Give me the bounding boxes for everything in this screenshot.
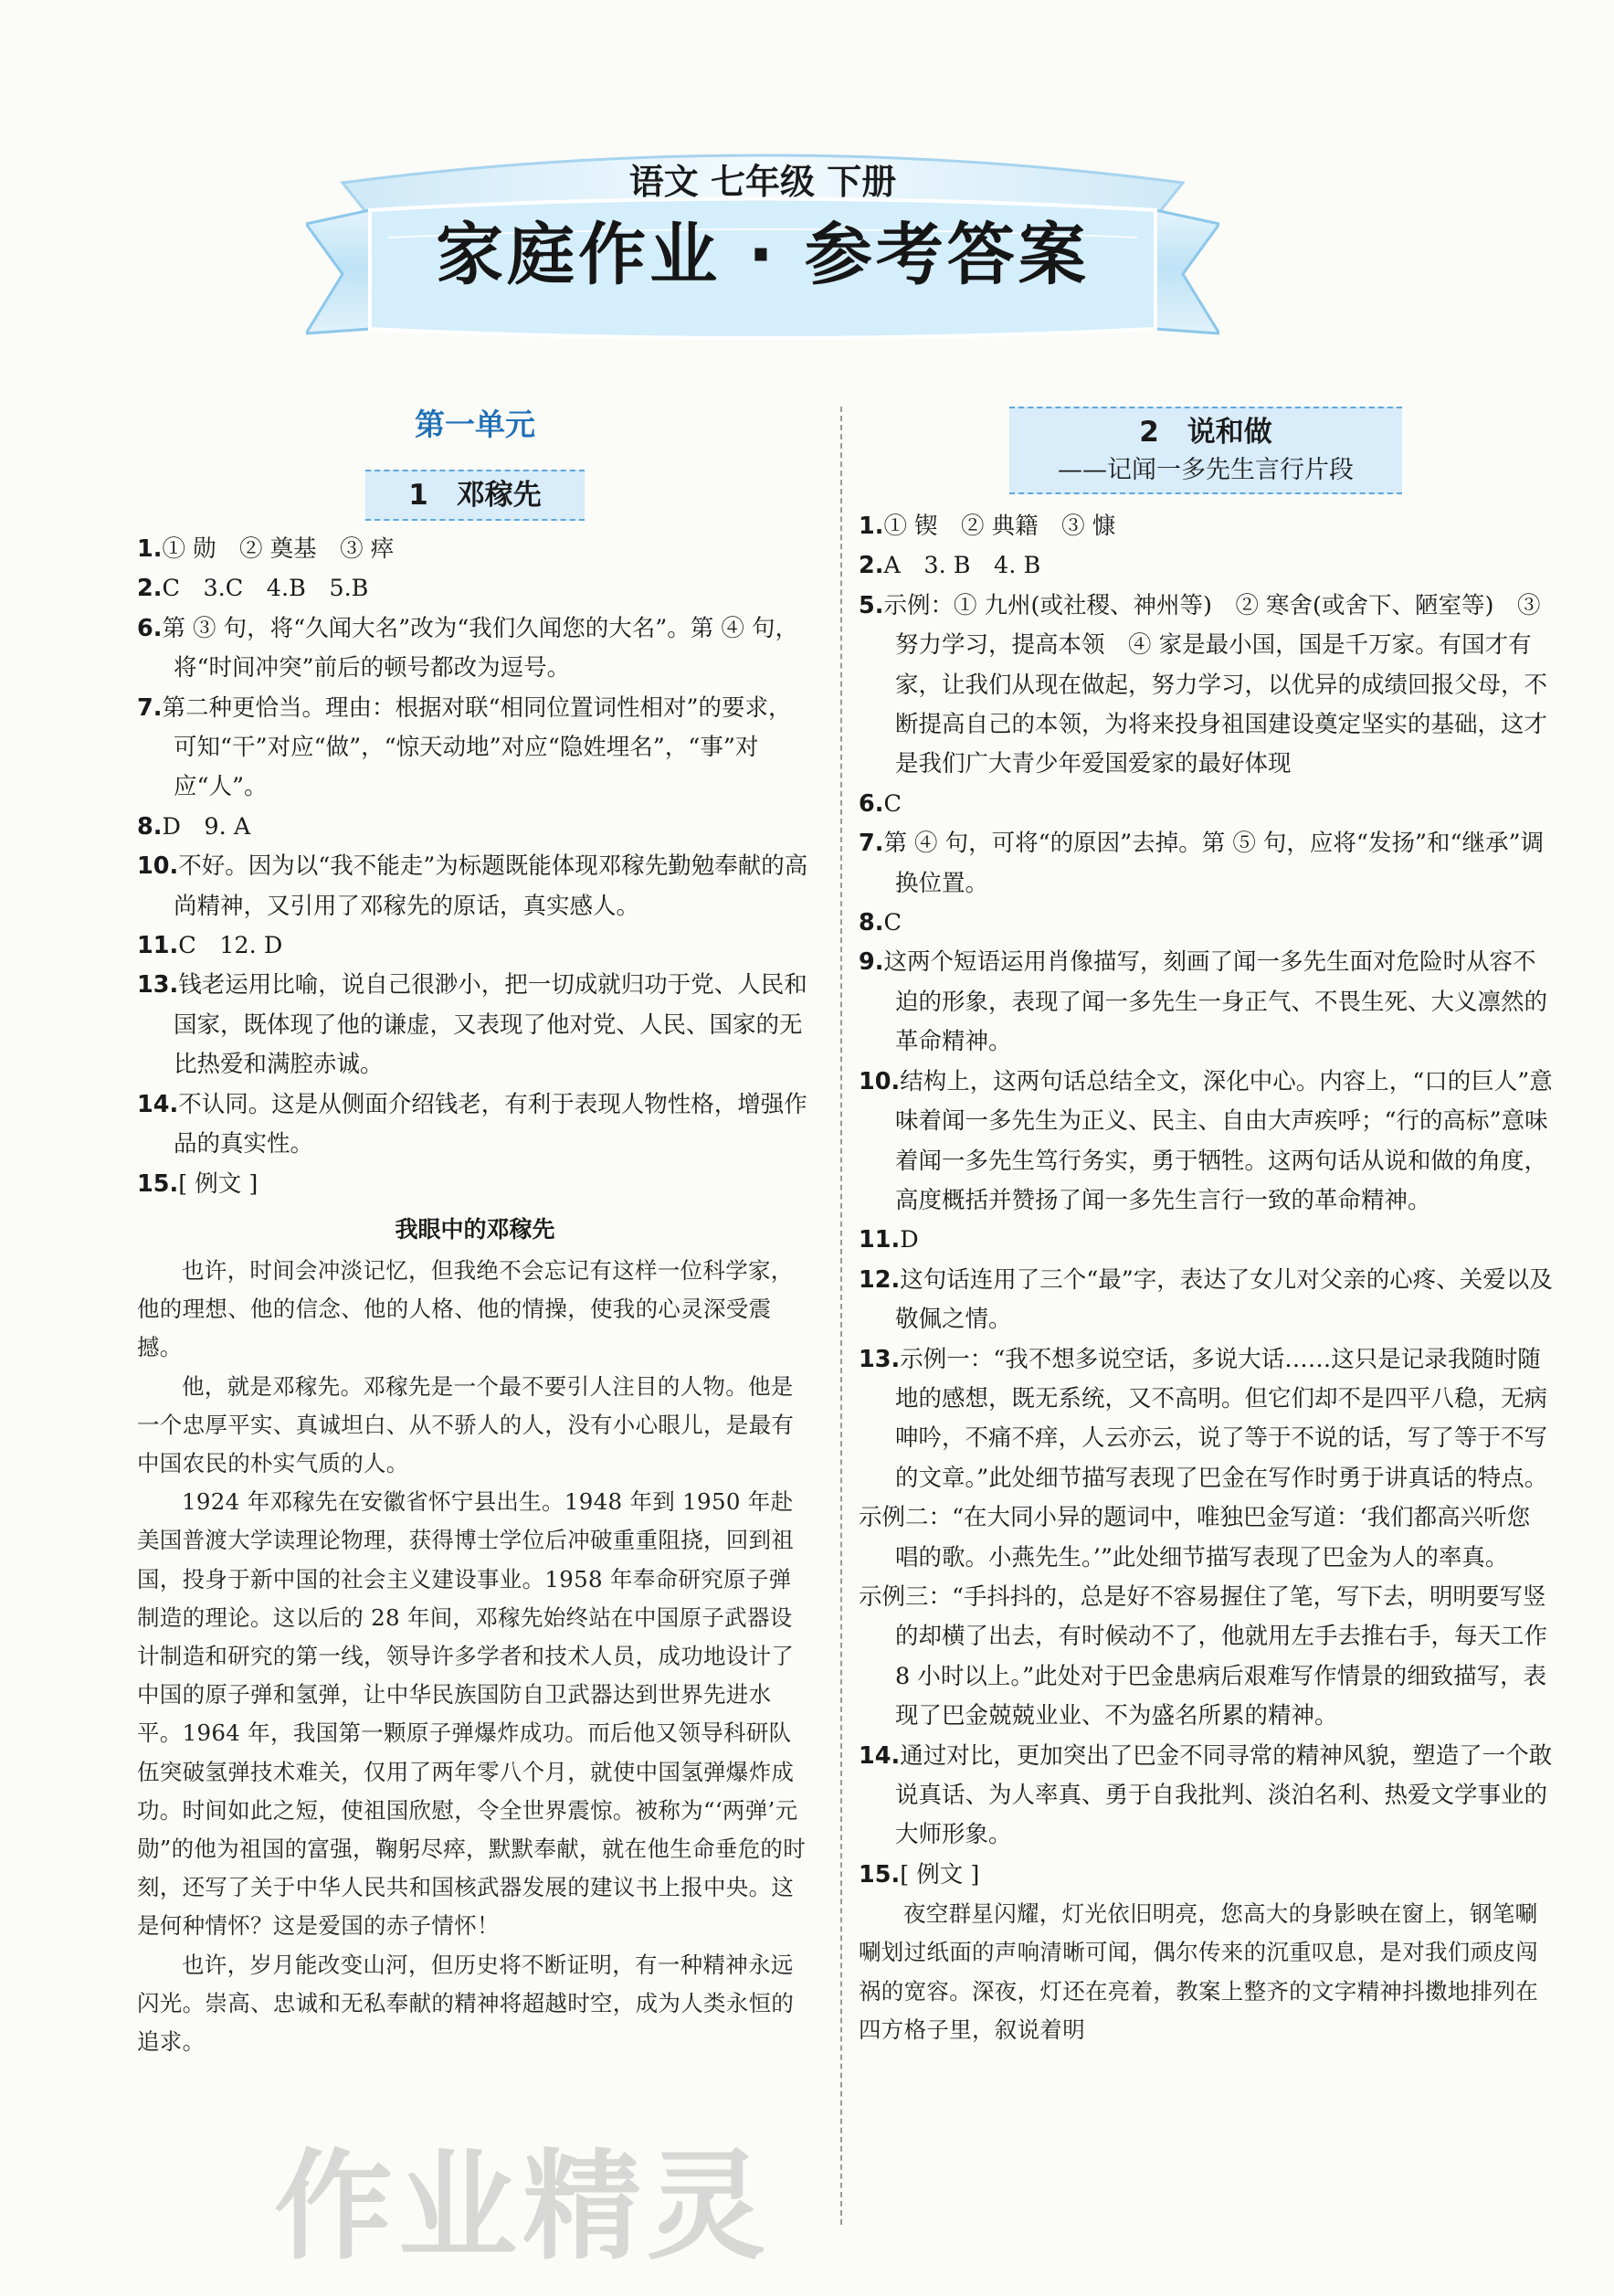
- answer-item: 5.示例：① 九州(或社稷、神州等) ② 寒舍(或舍下、陋室等) ③ 努力学习，提高本领 ④ 家是最小国，国是千万家。有国才有家，让我们从现在做起，努力学习，以优异的成绩回报父母，不断提高自己的本领，为将来投身祖国建设奠定坚实的基础，这才是我们广大青少年爱国爱家的最好体现: [859, 591, 1548, 778]
- answer-item: 15.[ 例文 ]: [137, 1169, 258, 1198]
- left-column: [137, 402, 813, 2061]
- answer-item: 12.这句话连用了三个“最”字，表达了女儿对父亲的心疼、关爱以及敬佩之情。: [859, 1265, 1553, 1334]
- essay-paragraph: 他，就是邓稼先。邓稼先是一个最不要引人注目的人物。他是一个忠厚平实、真诚坦白、从不骄人的人，没有小心眼儿，是最有中国农民的朴实气质的人。: [137, 1372, 795, 1476]
- left-answer-list: [137, 530, 813, 1204]
- unit-heading: 第一单元: [415, 407, 535, 442]
- answer-item: 14.通过对比，更加突出了巴金不同寻常的精神风貌，塑造了一个敢说真话、为人率真、勇于自我批判、淡泊名利、热爱文学事业的大师形象。: [859, 1741, 1553, 1849]
- essay-paragraph: 也许，岁月能改变山河，但历史将不断证明，有一种精神永远闪光。崇高、忠诚和无私奉献的精神将超越时空，成为人类永恒的追求。: [137, 1951, 795, 2055]
- answer-item: 14.不认同。这是从侧面介绍钱老，有利于表现人物性格，增强作品的真实性。: [137, 1090, 807, 1159]
- essay-paragraph: 也许，时间会冲淡记忆，但我绝不会忘记有这样一位科学家，他的理想、他的信念、他的人格、他的情操，使我的心灵深受震撼。: [137, 1256, 794, 1361]
- left-essay: [137, 1252, 813, 2061]
- answer-item: 1.① 勋 ② 奠基 ③ 瘁: [137, 535, 395, 563]
- title-banner: [306, 137, 1219, 365]
- answer-item: 10.结构上，这两句话总结全文，深化中心。内容上，“口的巨人”意味着闻一多先生为正义、民主、自由大声疾呼；“行的高标”意味着闻一多先生笃行务实，勇于牺牲。这两句话从说和做的角度，高度概括并赞扬了闻一多先生言行一致的革命精神。: [859, 1067, 1553, 1214]
- answer-item: 8.D 9. A: [137, 812, 251, 841]
- answer-item: 9.这两个短语运用肖像描写，刻画了闻一多先生面对危险时从容不迫的形象，表现了闻一多先生一身正气、不畏生死、大义凛然的革命精神。: [859, 948, 1548, 1056]
- answer-item: 13.示例一：“我不想多说空话，多说大话……这只是记录我随时随地的感想，既无系统，又不高明。但它们却不是四平八稳，无病呻吟，不痛不痒，人云亦云，说了等于不说的话，写了等于不写的文章。”此处细节描写表现了巴金在写作时勇于讲真话的特点。: [859, 1345, 1548, 1492]
- answer-item: 2.C 3.C 4.B 5.B: [137, 575, 369, 603]
- answer-item: 7.第 ④ 句，可将“的原因”去掉。第 ⑤ 句，应将“发扬”和“继承”调换位置。: [859, 830, 1545, 897]
- right-answer-list: [859, 507, 1553, 1895]
- answer-item: 10.不好。因为以“我不能走”为标题既能体现邓稼先勤勉奉献的高尚精神，又引用了邓稼先的原话，真实感人。: [137, 852, 808, 920]
- answer-item: 6.C: [859, 789, 902, 818]
- banner-title: 家庭作业 · 参考答案: [436, 216, 1090, 294]
- answer-item: 6.第 ③ 句，将“久闻大名”改为“我们久闻您的大名”。第 ④ 句，将“时间冲突”前后的顿号都改为逗号。: [137, 614, 799, 682]
- essay-title: 我眼中的邓稼先: [395, 1215, 555, 1243]
- lesson-2-title: [1009, 407, 1402, 494]
- answer-item: 8.C: [859, 909, 902, 937]
- column-divider: [840, 407, 842, 2225]
- essay-paragraph: 1924 年邓稼先在安徽省怀宁县出生。1948 年到 1950 年赴美国普渡大学读理论物理，获得博士学位后冲破重重阻挠，回到祖国，投身于新中国的社会主义建设事业。1958 年奉命研究原子弹制造的理论。这以后的 28 年间，邓稼先始终站在中国原子武器设计制造和研究的第一线，领导许多学者和技术人员，成功地设计了中国的原子弹和氢弹，让中华民族国防自卫武器达到世界先进水平。1964 年，我国第一颗原子弹爆炸成功。而后他又领导科研队伍突破氢弹技术难关，仅用了两年零八个月，就使中国氢弹爆炸成功。时间如此之短，使祖国欣慰，令全世界震惊。被称为“‘两弹’元勋”的他为祖国的富强，鞠躬尽瘁，默默奉献，就在他生命垂危的时刻，还写了关于中华人民共和国核武器发展的建议书上报中央。这是何种情怀？这是爱国的赤子情怀！: [137, 1488, 807, 1940]
- answer-item: 1.① 锲 ② 典籍 ③ 慷: [859, 513, 1116, 540]
- lesson-2-subtitle: ——记闻一多先生言行片段: [1058, 456, 1354, 484]
- essay-paragraph: 夜空群星闪耀，灯光依旧明亮，您高大的身影映在窗上，钢笔唰唰划过纸面的声响清晰可闻，偶尔传来的沉重叹息，是对我们顽皮闯祸的宽容。深夜，灯还在亮着，教案上整齐的文字精神抖擞地排列在四方格子里，叙说着明: [859, 1900, 1538, 2043]
- answer-item: 7.第二种更恰当。理由：根据对联“相同位置词性相对”的要求，可知“干”对应“做”，“惊天动地”对应“隐姓埋名”，“事”对应“人”。: [137, 693, 792, 801]
- lesson-2-name: 2 说和做: [1139, 416, 1272, 449]
- answer-item: 11.C 12. D: [137, 932, 283, 960]
- answer-item: 示例二：“在大同小异的题词中，唯独巴金写道：‘我们都高兴听您唱的歌。小燕先生。’”此处细节描写表现了巴金为人的率真。: [859, 1504, 1531, 1571]
- right-essay: [859, 1895, 1553, 2049]
- banner-subtitle: 语文 七年级 下册: [628, 162, 897, 202]
- lesson-1-title: 1 邓稼先: [365, 470, 585, 521]
- answer-item: 2.A 3. B 4. B: [859, 552, 1041, 580]
- answer-item: 11.D: [859, 1226, 919, 1254]
- right-column: [859, 402, 1553, 2049]
- answer-item: 示例三：“手抖抖的，总是好不容易握住了笔，写下去，明明要写竖的却横了出去，有时候动不了，他就用左手去推右手，每天工作 8 小时以上。”此处对于巴金患病后艰难写作情景的细致描写，表现了巴金兢兢业业、不为盛名所累的精神。: [859, 1582, 1548, 1730]
- answer-item: 13.钱老运用比喻，说自己很渺小，把一切成就归功于党、人民和国家，既体现了他的谦虚，又表现了他对党、人民、国家的无比热爱和满腔赤诚。: [137, 971, 807, 1079]
- answer-item: 15.[ 例文 ]: [859, 1860, 980, 1889]
- watermark-text: 作业精灵: [274, 2137, 772, 2276]
